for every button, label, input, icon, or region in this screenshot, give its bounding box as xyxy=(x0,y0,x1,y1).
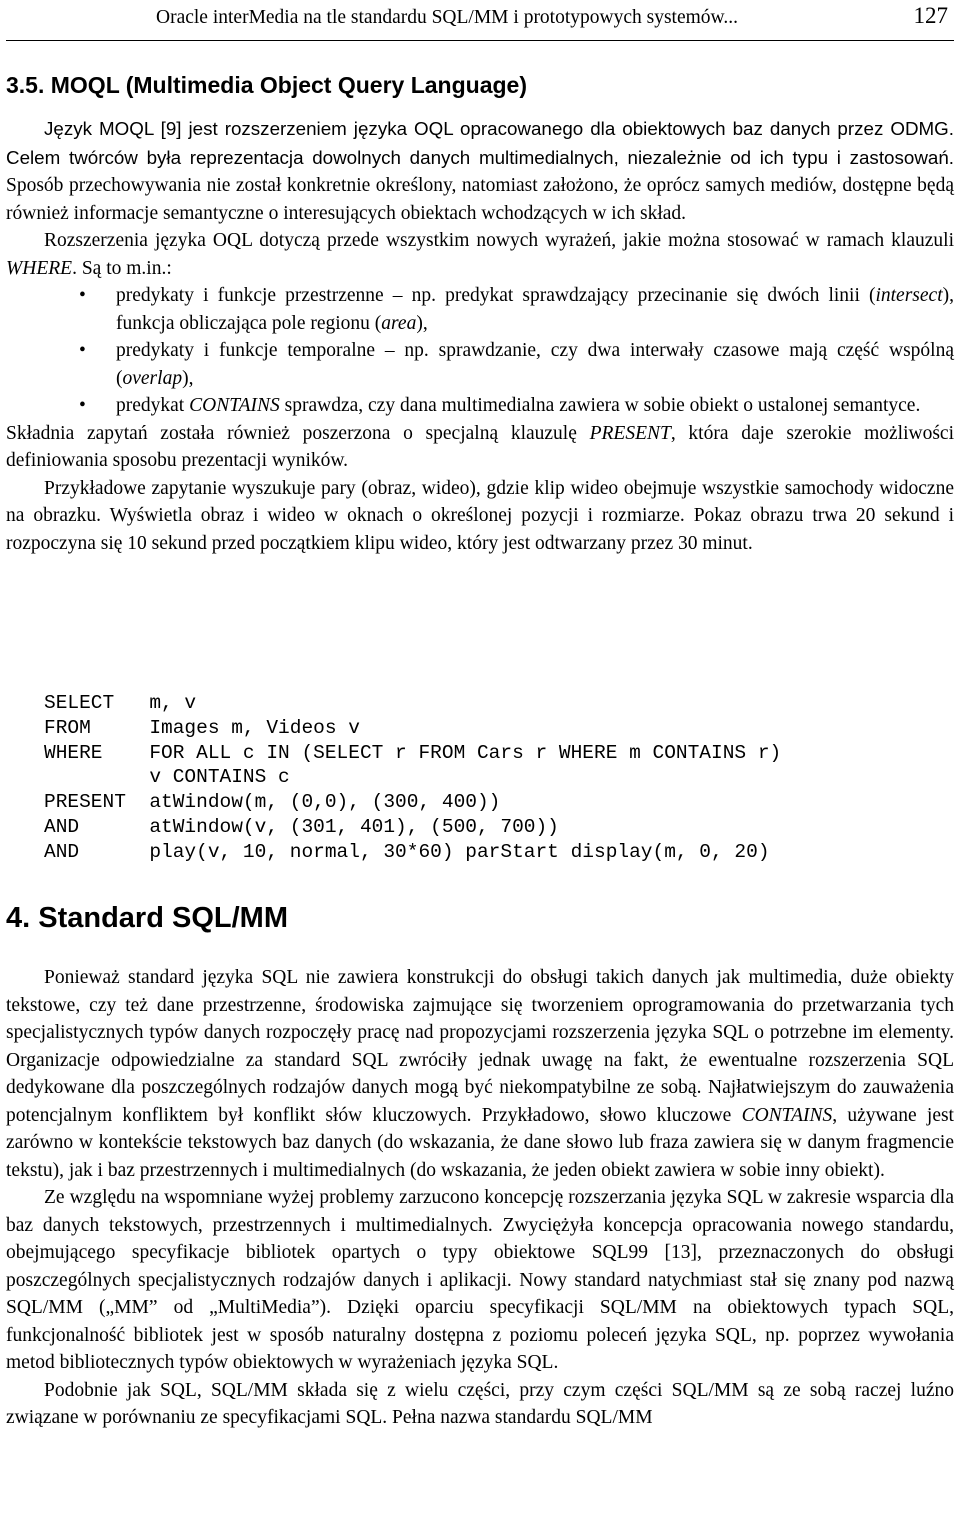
list-item-term: CONTAINS xyxy=(189,395,280,416)
bullet-icon: • xyxy=(79,285,86,306)
paragraph-present xyxy=(6,420,954,475)
present-text-end: , która daje szerokie możliwości definiowania sposobu prezentacji wyników. xyxy=(6,422,954,471)
list-item-text: predykaty i funkcje temporalne – np. sprawdzanie, czy dwa interwały czasowe mają część wspólną ( xyxy=(116,340,954,389)
bullet-list xyxy=(6,282,954,420)
list-item-text: ), xyxy=(182,367,194,389)
extensions-text: Rozszerzenia języka OQL dotyczą przede wszystkim nowych wyrażeń, jakie można stosować w ramach klauzuli xyxy=(44,230,954,251)
list-item-term: intersect xyxy=(875,285,943,306)
where-keyword: WHERE xyxy=(6,257,73,279)
list-item-text: predykaty i funkcje przestrzenne – np. predykat sprawdzający przecinanie się dwóch linii ( xyxy=(116,285,876,306)
paragraph-parts: Podobnie jak SQL, SQL/MM składa się z wielu części, przy czym części SQL/MM są ze sobą raczej luźno związane w porównaniu ze specyfikacjami SQL. Pełna nazwa standardu SQL/MM xyxy=(6,1379,954,1428)
running-header xyxy=(6,0,954,41)
paragraph-intro xyxy=(6,115,954,227)
paragraph-extensions xyxy=(6,227,954,282)
list-item xyxy=(6,282,954,337)
bullet-icon: • xyxy=(79,340,86,361)
code-listing: SELECT m, v FROM Images m, Videos v WHERE FOR ALL c IN (SELECT r FROM Cars r WHERE m CONTAINS r) v CONTAINS c PRESENT atWindow(m, (0,0), (300, 400)) AND atWindow(v, (301, 401), (500, 700)) AND play(v, 10, normal, 30*60) parStart display(m, 0, 20) xyxy=(44,692,782,863)
running-header-title: Oracle interMedia na tle standardu SQL/MM i prototypowych systemów... xyxy=(156,7,738,28)
list-item-text: ), xyxy=(416,312,428,334)
present-text: Składnia zapytań została również poszerzona o specjalną klauzulę xyxy=(6,422,590,444)
motivation-text: Ponieważ standard języka SQL nie zawiera konstrukcji do obsługi takich danych jak multimedia, duże obiekty tekstowe, czy też dane przestrzenne, środowiska zajmujące się tworzeniem oprogramowania do przetwarzania tych specjalistycznych typów danych rozpoczęły pracę nad propozycjami rozszerzenia języka SQL o potrzebne im elementy. Organizacje odpowiedzialne za standard SQL zwróciły jednak uwagę na fakt, że ewentualne rozszerzenia SQL dedykowane dla poszczególnych rodzajów danych mogą być niekompatybilne ze sobą. Najłatwiejszym do zauważenia potencjalnym konfliktem był konflikt słów kluczowych. Przykładowo, słowo kluczowe xyxy=(6,967,954,1126)
page-number: 127 xyxy=(913,3,948,28)
list-item xyxy=(6,392,954,420)
bullet-icon: • xyxy=(79,395,86,416)
chapter-body xyxy=(6,964,954,1432)
list-item xyxy=(6,337,954,392)
extensions-text-end: . Są to m.in.: xyxy=(72,257,172,279)
list-item-text: ), funkcja obliczająca pole regionu ( xyxy=(116,285,954,334)
section-body xyxy=(6,115,954,557)
paragraph-new-standard: Ze względu na wspomniane wyżej problemy zarzucono koncepcję rozszerzania języka SQL w zakresie wsparcia dla baz danych tekstowych, przestrzennych i multimedialnych. Zwyciężyła koncepcja opracowania nowego standardu, obejmującego specyfikacje bibliotek opartych o typy obiektowe SQL99 [13], przeznaczonych do obsługi poszczególnych specjalistycznych rodzajów danych i aplikacji. Nowy standard natychmiast stał się znany pod nazwą SQL/MM („MM” od „MultiMedia”). Dzięki oparciu specyfikacji SQL/MM na obiektowych typach SQL, funkcjonalność bibliotek jest w sposób naturalny dostępna z poziomu poleceń języka SQL, np. poprzez wywołania metod bibliotecznych typów obiektowych w wyrażeniach języka SQL. xyxy=(6,1187,954,1373)
motivation-text-end: , używane jest zarówno w kontekście tekstowych baz danych (do wskazania, że dane słowo lub fraza zawiera się w danym fragmencie tekstu), jak i baz przestrzennych i multimedialnych (do wskazania, że jeden obiekt zawiera w sobie inny obiekt). xyxy=(6,1104,954,1181)
list-item-term: area xyxy=(381,312,417,334)
list-item-text: predykat xyxy=(116,395,190,416)
list-item-text: sprawdza, czy dana multimedialna zawiera w sobie obiekt o ustalonej semantyce. xyxy=(279,395,921,416)
intro-sentence-sans: Język MOQL [9] jest rozszerzeniem języka OQL opracowanego dla obiektowych baz danych przez ODMG. Celem twórców była reprezentacja dowolnych danych multimedialnych, niezależnie od ich typu i zastosowań. xyxy=(6,118,954,168)
contains-keyword: CONTAINS xyxy=(741,1104,833,1126)
paragraph-example: Przykładowe zapytanie wyszukuje pary (obraz, wideo), gdzie klip wideo obejmuje wszystkie samochody widoczne na obrazku. Wyświetla obraz i wideo w oknach o określonej pozycji i rozmiarze. Pokaz obrazu trwa 20 sekund i rozpoczyna się 10 sekund przed początkiem klipu wideo, który jest odtwarzany przez 30 minut. xyxy=(6,477,954,554)
paragraph-motivation xyxy=(6,964,954,1184)
list-item-term: overlap xyxy=(122,367,183,389)
chapter-heading: 4. Standard SQL/MM xyxy=(6,902,288,934)
intro-sentence-serif: Sposób przechowywania nie został konkretnie określony, natomiast założono, że oprócz samych mediów, dostępne będą również informacje semantyczne o interesujących obiektach wchodzących w ich skład. xyxy=(6,175,954,224)
present-keyword: PRESENT xyxy=(589,422,671,444)
section-heading: 3.5. MOQL (Multimedia Object Query Language) xyxy=(6,72,527,98)
